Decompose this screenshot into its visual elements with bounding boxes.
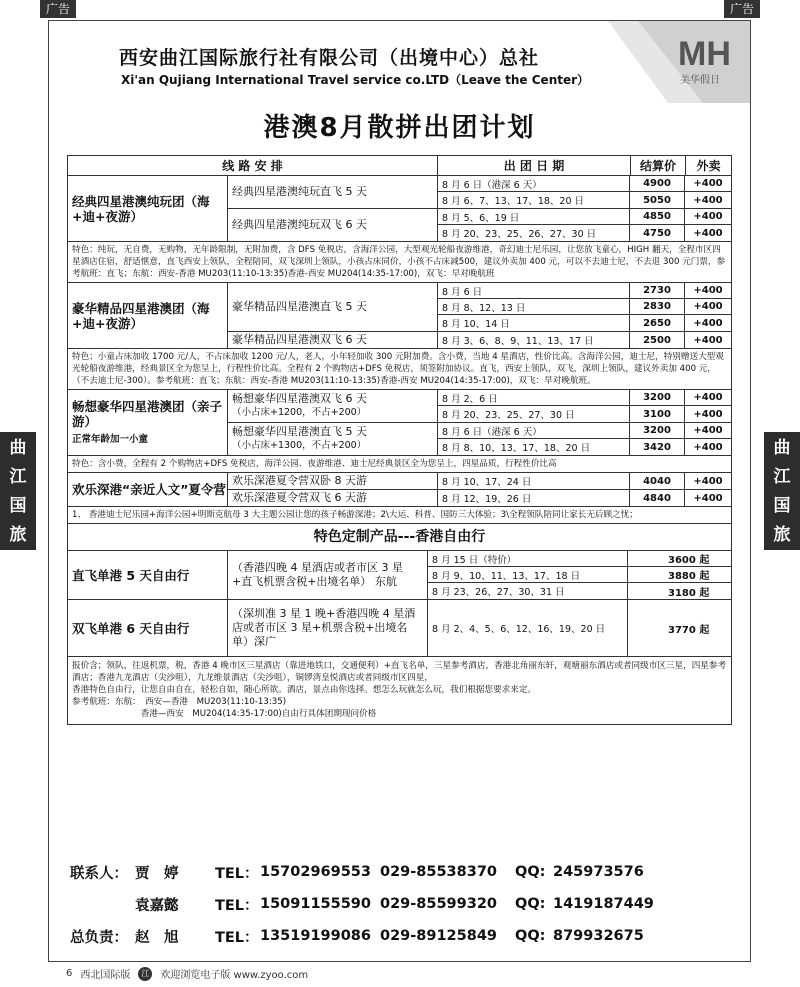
departure-date: 8 月 2、4、5、6、12、16、19、20 日 <box>428 600 628 656</box>
sale-markup: +400 <box>693 425 723 436</box>
sale-markup: +400 <box>693 194 723 206</box>
ad-label-right: 广告 <box>724 0 760 18</box>
date-row <box>438 209 731 225</box>
group-name-cell <box>68 176 228 241</box>
route-name-cell <box>228 390 438 422</box>
free-desc: （香港四晚 4 星酒店或者市区 3 星+直飞机票含税+出境名单） 东航 <box>228 551 428 599</box>
free-section-title: 特色定制产品---香港自由行 <box>68 524 731 551</box>
departure-date: 8 月 2、6 日 <box>438 390 630 405</box>
route-name: 畅想豪华四星港澳双飞 6 天 <box>232 392 367 405</box>
route-name: 经典四星港澳纯玩直飞 5 天 <box>232 185 367 198</box>
tour-group <box>68 176 731 242</box>
settlement-price: 2500 <box>630 332 685 348</box>
contact-row <box>70 888 690 920</box>
settlement-price: 3200 <box>630 390 685 405</box>
qujiang-icon: 江 <box>138 967 152 981</box>
tour-group <box>68 390 731 456</box>
route-row <box>228 176 731 209</box>
free-note-line: 参考航班：东航： 西安—香港 MU203(11:10-13:35) <box>72 697 287 707</box>
departure-date: 8 月 6 日 <box>438 283 630 298</box>
route-row <box>228 283 731 332</box>
route-row <box>228 332 731 348</box>
route-name: 畅想豪华四星港澳直飞 5 天 <box>232 425 367 438</box>
free-date-row <box>428 567 731 583</box>
route-name: 豪华精品四星港澳双飞 6 天 <box>232 333 367 346</box>
settlement-price: 3100 <box>630 406 685 422</box>
ad-label-left: 广告 <box>40 0 76 18</box>
qq-number[interactable]: 1419187449 <box>553 896 654 912</box>
free-note-line: 香港特色自由行，让您自由自在，轻松自如，随心所欲。酒店，景点由你选择。想怎么玩就怎么玩，我们根据您要求来定。 <box>72 685 537 695</box>
settlement-price: 5050 <box>630 192 685 208</box>
departure-date: 8 月 10、14 日 <box>438 315 630 331</box>
contact-block <box>70 856 690 952</box>
tel-label: TEL： <box>215 929 259 946</box>
side-tab-right <box>764 432 800 550</box>
departure-date: 8 月 20、23、25、27、30 日 <box>438 406 630 422</box>
departure-date: 8 月 8、12、13 日 <box>438 299 630 314</box>
tel-label: TEL： <box>215 865 259 882</box>
contact-row <box>70 856 690 888</box>
sale-markup: +400 <box>693 492 723 504</box>
qq-label: QQ: <box>515 864 546 880</box>
sale-markup: +400 <box>693 285 723 296</box>
route-name-cell <box>228 209 438 241</box>
date-row <box>438 225 731 241</box>
qq-number[interactable]: 879932675 <box>553 928 644 944</box>
route-name-cell <box>228 332 438 348</box>
sale-markup: +400 <box>693 441 723 453</box>
sale-markup: +400 <box>693 475 723 487</box>
free-travel-row <box>68 551 731 600</box>
group-features-note: 特色；小童占床加收 1700 元/人，不占床加收 1200 元/人，老人，小年轻加收 300 元附加费。含小费，当地 4 星酒店，性价比高。含海洋公园，迪士尼，特别赠送大型观光轮船夜游维港，经典景区全为您呈上，行程性价比高。全程有 2 个购物店+DFS 免税店，须签附加协议。直飞，西安上领队，双飞，深圳上领队，建议外卖加 400 元，（不去迪士尼-300）。参考航班：直飞；东航：西安-香港 MU203(11:10-13:35)香港-西安 MU204(14:35-17:00)，双飞：早对晚航班。 <box>68 349 731 390</box>
tour-group <box>68 473 731 507</box>
date-row <box>438 390 731 406</box>
departure-date: 8 月 6、7、13、17、18、20 日 <box>438 192 630 208</box>
phone-number[interactable]: 029-85538370 <box>380 864 497 880</box>
side-char: 旅 <box>9 525 27 545</box>
departure-date: 8 月 20、23、25、26、27、30 日 <box>438 225 630 241</box>
departure-date: 8 月 8、10、13、17、18、20 日 <box>438 439 630 455</box>
departure-date: 8 月 10、17、24 日 <box>438 473 630 489</box>
mobile-number[interactable]: 13519199086 <box>260 928 371 944</box>
date-row <box>438 299 731 315</box>
group-name: 豪华精品四星港澳团（海+迪+夜游） <box>72 300 210 331</box>
settlement-price: 2650 <box>630 315 685 331</box>
route-subnote: （小占床+1200，不占+200） <box>232 407 367 418</box>
group-name: 畅想豪华四星港澳团（亲子游） <box>72 398 223 429</box>
date-row <box>438 490 731 506</box>
route-row <box>228 390 731 423</box>
group-name-cell <box>68 390 228 455</box>
date-row <box>438 332 731 348</box>
departure-date: 8 月 12、19、26 日 <box>438 490 630 506</box>
route-subnote: （小占床+1300，不占+200） <box>232 440 367 451</box>
mobile-number[interactable]: 15702969553 <box>260 864 371 880</box>
free-price: 3180 起 <box>668 587 710 599</box>
route-name: 经典四星港澳纯玩双飞 6 天 <box>232 218 367 231</box>
date-row <box>438 439 731 455</box>
route-name-cell <box>228 473 438 489</box>
free-date-row <box>428 551 731 567</box>
route-row <box>228 473 731 490</box>
date-row <box>438 283 731 299</box>
group-name-cell <box>68 473 228 506</box>
free-desc: （深圳准 3 星 1 晚+香港四晚 4 星酒店或者市区 3 星+机票含税+出境名单）深广 <box>228 600 428 656</box>
header-sale: 外卖 <box>696 159 721 173</box>
free-note-line: 报价含；领队，往返机票，税，香港 4 晚市区三星酒店（靠进地铁口，交通便利）+直飞名单，三星参考酒店，香港北角丽东轩，观塘丽东酒店或者同级市区三星，四星参考酒店；香港九龙酒店（尖沙咀），九龙维景酒店（尖沙咀），铜锣湾皇悦酒店或者同级市区四星， <box>72 661 727 683</box>
contact-name: 袁嘉懿 <box>135 897 179 914</box>
qq-number[interactable]: 245973576 <box>553 864 644 880</box>
settlement-price: 2830 <box>630 299 685 314</box>
free-name: 双飞单港 6 天自由行 <box>68 600 228 656</box>
tour-table <box>67 155 732 725</box>
sale-markup: +400 <box>693 178 723 189</box>
free-date-row <box>428 600 731 656</box>
phone-number[interactable]: 029-89125849 <box>380 928 497 944</box>
sale-markup: +400 <box>693 317 723 329</box>
settlement-price: 4750 <box>630 225 685 241</box>
settlement-price: 4850 <box>630 209 685 224</box>
side-char: 国 <box>9 496 27 516</box>
side-char: 江 <box>9 467 27 487</box>
contact-name: 贾 婷 <box>135 865 179 882</box>
group-note: 正常年龄加一小童 <box>72 433 149 445</box>
free-date-row <box>428 583 731 599</box>
phone-number[interactable]: 029-85599320 <box>380 896 497 912</box>
side-char: 江 <box>773 467 791 487</box>
group-features-note: 特色：纯玩，无自费，无购物，无年龄限制，无附加费，含 DFS 免税店，含海洋公园，大型观光轮船夜游维港，奇幻迪士尼乐园，让您放飞童心，HIGH 翻天，全程市区四星酒店住宿，舒适惬意，直飞西安上领队，全程陪同，双飞深圳上领队，小孩占床同价，小孩不占床减500，建议外卖加 400 元，可以不去迪士尼，不去退 300 元门票，参考航班：直飞；东航：西安-香港 MU203(11:10-13:35)香港-西安 MU204(14:35-17:00)，双飞：早对晚航班 <box>68 242 731 283</box>
table-header <box>68 156 731 176</box>
mobile-number[interactable]: 15091155590 <box>260 896 371 912</box>
contact-role: 联系人： <box>70 865 128 882</box>
svg-text:MH: MH <box>678 35 731 73</box>
group-features-note: 1、 香港迪士尼乐园+海洋公园+明斯克航母 3 大主题公园让您的孩子畅游深港；2\大运、科普、国防三大体验；3\全程领队陪同让家长无后顾之忧； <box>68 507 731 524</box>
route-name-cell <box>228 283 438 331</box>
departure-date: 8 月 23、26、27、30、31 日 <box>428 583 628 599</box>
free-name: 直飞单港 5 天自由行 <box>68 551 228 599</box>
route-name: 欢乐深港夏令营双卧 8 天游 <box>232 474 367 487</box>
qq-label: QQ: <box>515 928 546 944</box>
company-header <box>49 21 750 103</box>
settlement-price: 4040 <box>630 473 685 489</box>
free-note-line: 香港—西安 MU204(14:35-17:00)自由行具体团期现问价格 <box>72 709 377 719</box>
sale-markup: +400 <box>693 334 723 346</box>
header-date: 出 团 日 期 <box>438 156 631 175</box>
departure-date: 8 月 6 日（港深 6 天） <box>438 176 630 191</box>
header-price: 结算价 <box>631 156 686 175</box>
group-features-note: 特色：含小费，全程有 2 个购物店+DFS 免税店，海洋公园、夜游维港、迪士尼经典景区全为您呈上，四星品质，行程性价比高 <box>68 456 731 473</box>
group-name: 经典四星港澳纯玩团（海+迪+夜游） <box>72 193 210 224</box>
tour-group <box>68 283 731 349</box>
sale-markup: +400 <box>693 211 723 222</box>
departure-date: 8 月 15 日（特价） <box>428 551 628 566</box>
svg-text:美华假日: 美华假日 <box>680 75 720 86</box>
tel-label: TEL： <box>215 897 259 914</box>
route-name-cell <box>228 490 438 506</box>
free-price: 3600 起 <box>668 555 710 566</box>
free-travel-row <box>68 600 731 657</box>
route-row <box>228 209 731 241</box>
route-name: 欢乐深港夏令营双飞 6 天游 <box>232 491 367 504</box>
date-row <box>438 315 731 331</box>
qq-label: QQ: <box>515 896 546 912</box>
ad-frame <box>48 20 751 962</box>
side-tab-left <box>0 432 36 550</box>
side-char: 曲 <box>773 438 791 458</box>
settlement-price: 4900 <box>630 176 685 191</box>
free-price: 3880 起 <box>668 571 710 582</box>
settlement-price: 3420 <box>630 439 685 455</box>
page-number: 6 <box>66 968 73 979</box>
settlement-price: 4840 <box>630 490 685 506</box>
side-char: 旅 <box>773 525 791 545</box>
free-note <box>68 657 731 724</box>
company-name-en: Xi'an Qujiang International Travel service co.LTD（Leave the Center） <box>121 73 590 87</box>
departure-date: 8 月 3、6、8、9、11、13、17 日 <box>438 332 630 348</box>
page-footer <box>66 966 308 981</box>
route-name-cell <box>228 176 438 208</box>
date-row <box>438 473 731 489</box>
departure-date: 8 月 6 日（港深 6 天） <box>438 423 630 438</box>
meihua-logo <box>608 21 750 103</box>
sale-markup: +400 <box>693 227 723 239</box>
sale-markup: +400 <box>693 392 723 403</box>
header-route: 线 路 安 排 <box>68 156 438 175</box>
contact-name: 赵 旭 <box>135 929 179 946</box>
contact-row <box>70 920 690 952</box>
footer-text[interactable]: 欢迎浏览电子版 www.zyoo.com <box>160 970 309 981</box>
page-title: 港澳8月散拼出团计划 <box>263 113 536 143</box>
departure-date: 8 月 5、6、19 日 <box>438 209 630 224</box>
settlement-price: 2730 <box>630 283 685 298</box>
departure-date: 8 月 9、10、11、13、17、18 日 <box>428 567 628 582</box>
side-char: 曲 <box>9 438 27 458</box>
settlement-price: 3200 <box>630 423 685 438</box>
route-row <box>228 490 731 506</box>
date-row <box>438 406 731 422</box>
date-row <box>438 176 731 192</box>
company-name-zh: 西安曲江国际旅行社有限公司（出境中心）总社 <box>119 47 540 69</box>
free-price: 3770 起 <box>668 624 710 636</box>
magazine-name: 西北国际版 <box>80 970 131 981</box>
sale-markup: +400 <box>693 301 723 312</box>
contact-role: 总负责： <box>70 929 128 946</box>
side-char: 国 <box>773 496 791 516</box>
route-row <box>228 423 731 455</box>
date-row <box>438 423 731 439</box>
route-name: 豪华精品四星港澳直飞 5 天 <box>232 300 367 313</box>
group-name-cell <box>68 283 228 348</box>
group-name: 欢乐深港“亲近人文”夏令营 <box>72 482 226 497</box>
date-row <box>438 192 731 208</box>
route-name-cell <box>228 423 438 455</box>
sale-markup: +400 <box>693 408 723 420</box>
